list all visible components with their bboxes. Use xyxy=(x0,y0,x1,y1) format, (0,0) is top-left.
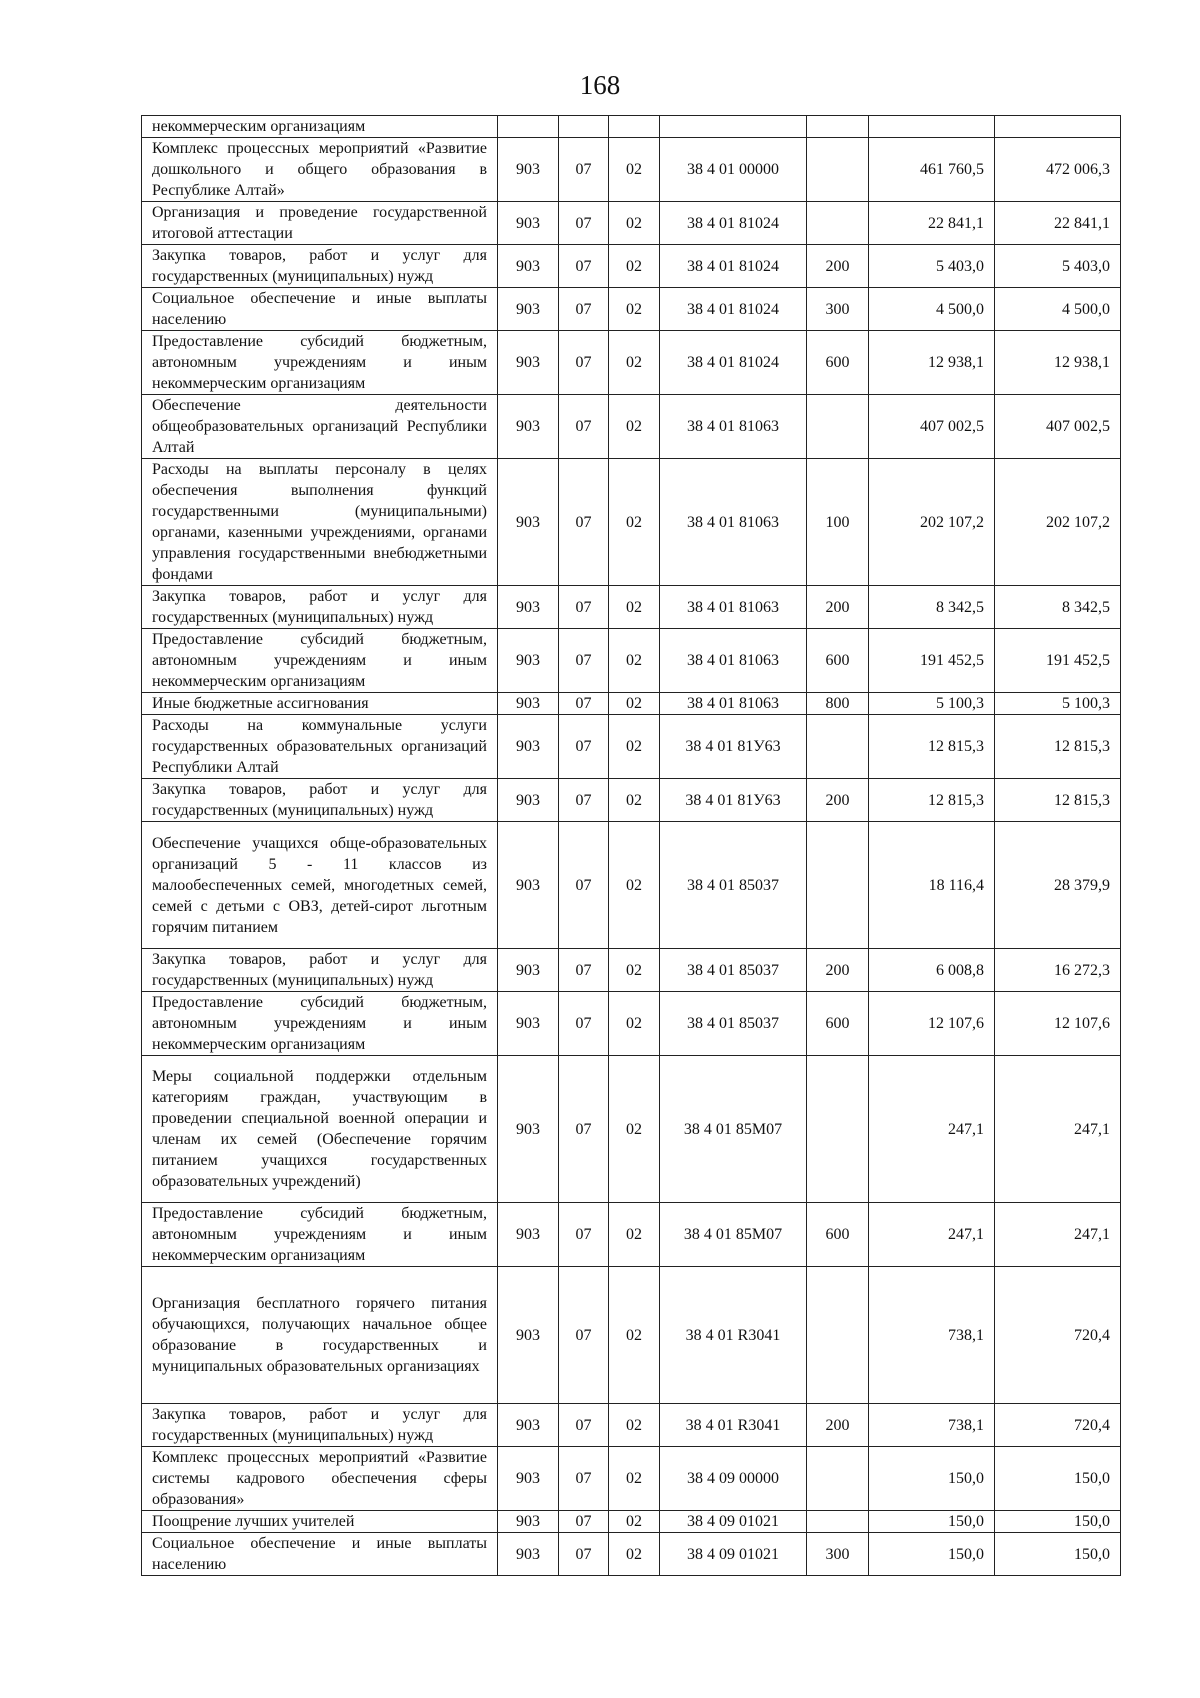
cell-section xyxy=(559,116,609,138)
cell-amount-year1: 191 452,5 xyxy=(869,629,995,693)
cell-subsection: 02 xyxy=(609,459,660,586)
cell-grbs: 903 xyxy=(498,586,559,629)
cell-amount-year1 xyxy=(869,116,995,138)
cell-expense-type: 300 xyxy=(807,1533,869,1576)
cell-grbs: 903 xyxy=(498,822,559,949)
cell-amount-year1: 461 760,5 xyxy=(869,138,995,202)
cell-section: 07 xyxy=(559,1511,609,1533)
cell-section: 07 xyxy=(559,331,609,395)
cell-amount-year1: 247,1 xyxy=(869,1203,995,1267)
cell-amount-year2: 472 006,3 xyxy=(995,138,1121,202)
cell-amount-year2: 12 815,3 xyxy=(995,715,1121,779)
cell-section: 07 xyxy=(559,822,609,949)
cell-target-article: 38 4 01 81024 xyxy=(660,331,807,395)
cell-subsection: 02 xyxy=(609,1511,660,1533)
cell-section: 07 xyxy=(559,459,609,586)
page-number: 168 xyxy=(579,70,621,100)
cell-amount-year2: 191 452,5 xyxy=(995,629,1121,693)
cell-grbs: 903 xyxy=(498,1203,559,1267)
cell-amount-year2: 12 938,1 xyxy=(995,331,1121,395)
cell-section: 07 xyxy=(559,202,609,245)
table-row xyxy=(142,395,1121,459)
cell-grbs: 903 xyxy=(498,1533,559,1576)
cell-section: 07 xyxy=(559,629,609,693)
cell-subsection: 02 xyxy=(609,1267,660,1404)
cell-name: Закупка товаров, работ и услуг для государственных (муниципальных) нужд xyxy=(142,586,498,629)
cell-amount-year2: 16 272,3 xyxy=(995,949,1121,992)
cell-name: Закупка товаров, работ и услуг для государственных (муниципальных) нужд xyxy=(142,245,498,288)
cell-target-article: 38 4 01 81024 xyxy=(660,245,807,288)
cell-grbs: 903 xyxy=(498,1056,559,1203)
cell-amount-year2: 12 815,3 xyxy=(995,779,1121,822)
cell-section: 07 xyxy=(559,245,609,288)
cell-subsection: 02 xyxy=(609,779,660,822)
cell-target-article: 38 4 01 81063 xyxy=(660,395,807,459)
cell-name: Закупка товаров, работ и услуг для государственных (муниципальных) нужд xyxy=(142,1404,498,1447)
cell-subsection: 02 xyxy=(609,331,660,395)
cell-expense-type: 200 xyxy=(807,779,869,822)
cell-amount-year1: 12 815,3 xyxy=(869,779,995,822)
table-row xyxy=(142,1511,1121,1533)
cell-expense-type xyxy=(807,1056,869,1203)
cell-amount-year2 xyxy=(995,116,1121,138)
cell-amount-year1: 6 008,8 xyxy=(869,949,995,992)
cell-subsection: 02 xyxy=(609,1533,660,1576)
cell-amount-year1: 150,0 xyxy=(869,1447,995,1511)
cell-amount-year2: 202 107,2 xyxy=(995,459,1121,586)
cell-amount-year2: 8 342,5 xyxy=(995,586,1121,629)
cell-subsection: 02 xyxy=(609,1056,660,1203)
cell-expense-type: 800 xyxy=(807,693,869,715)
cell-subsection: 02 xyxy=(609,822,660,949)
cell-section: 07 xyxy=(559,715,609,779)
cell-section: 07 xyxy=(559,586,609,629)
cell-name: Комплекс процессных мероприятий «Развитие системы кадрового обеспечения сферы образования» xyxy=(142,1447,498,1511)
cell-target-article: 38 4 01 81063 xyxy=(660,693,807,715)
cell-expense-type xyxy=(807,1511,869,1533)
cell-expense-type xyxy=(807,1447,869,1511)
cell-amount-year1: 12 938,1 xyxy=(869,331,995,395)
cell-section: 07 xyxy=(559,949,609,992)
cell-name: Организация бесплатного горячего питания обучающихся, получающих начальное общее образование в государственных и муниципальных образовательных организациях xyxy=(142,1267,498,1404)
table-row xyxy=(142,693,1121,715)
cell-grbs: 903 xyxy=(498,1511,559,1533)
cell-subsection: 02 xyxy=(609,1203,660,1267)
cell-name: Закупка товаров, работ и услуг для государственных (муниципальных) нужд xyxy=(142,779,498,822)
table-row xyxy=(142,116,1121,138)
cell-amount-year2: 247,1 xyxy=(995,1203,1121,1267)
table-row xyxy=(142,288,1121,331)
cell-grbs: 903 xyxy=(498,1267,559,1404)
cell-name: Социальное обеспечение и иные выплаты населению xyxy=(142,288,498,331)
cell-section: 07 xyxy=(559,288,609,331)
cell-target-article: 38 4 09 01021 xyxy=(660,1533,807,1576)
cell-target-article: 38 4 09 00000 xyxy=(660,1447,807,1511)
cell-name: Расходы на коммунальные услуги государственных образовательных организаций Республики Алтай xyxy=(142,715,498,779)
table-row xyxy=(142,715,1121,779)
cell-amount-year1: 247,1 xyxy=(869,1056,995,1203)
cell-target-article: 38 4 01 R3041 xyxy=(660,1267,807,1404)
cell-amount-year2: 28 379,9 xyxy=(995,822,1121,949)
cell-section: 07 xyxy=(559,693,609,715)
table-row xyxy=(142,1533,1121,1576)
cell-amount-year2: 247,1 xyxy=(995,1056,1121,1203)
cell-name: Поощрение лучших учителей xyxy=(142,1511,498,1533)
cell-amount-year1: 18 116,4 xyxy=(869,822,995,949)
cell-expense-type: 600 xyxy=(807,1203,869,1267)
table-row xyxy=(142,245,1121,288)
cell-subsection: 02 xyxy=(609,693,660,715)
cell-expense-type xyxy=(807,715,869,779)
cell-subsection: 02 xyxy=(609,245,660,288)
cell-grbs: 903 xyxy=(498,779,559,822)
cell-grbs xyxy=(498,116,559,138)
table-row xyxy=(142,331,1121,395)
table-row xyxy=(142,1056,1121,1203)
table-row xyxy=(142,459,1121,586)
table-row xyxy=(142,1404,1121,1447)
cell-target-article: 38 4 01 81063 xyxy=(660,586,807,629)
cell-subsection: 02 xyxy=(609,949,660,992)
cell-expense-type: 200 xyxy=(807,245,869,288)
cell-expense-type: 100 xyxy=(807,459,869,586)
cell-section: 07 xyxy=(559,138,609,202)
cell-subsection: 02 xyxy=(609,586,660,629)
table-row xyxy=(142,629,1121,693)
cell-section: 07 xyxy=(559,1267,609,1404)
cell-subsection: 02 xyxy=(609,288,660,331)
cell-amount-year1: 5 403,0 xyxy=(869,245,995,288)
cell-grbs: 903 xyxy=(498,459,559,586)
cell-amount-year2: 22 841,1 xyxy=(995,202,1121,245)
cell-section: 07 xyxy=(559,1447,609,1511)
table-row xyxy=(142,138,1121,202)
cell-grbs: 903 xyxy=(498,1404,559,1447)
cell-grbs: 903 xyxy=(498,992,559,1056)
cell-target-article: 38 4 01 85М07 xyxy=(660,1203,807,1267)
cell-name: Расходы на выплаты персоналу в целях обеспечения выполнения функций государственными (муниципальными) органами, казенными учреждениями, органами управления государственными внебюджетными фондами xyxy=(142,459,498,586)
cell-grbs: 903 xyxy=(498,693,559,715)
cell-expense-type: 600 xyxy=(807,992,869,1056)
cell-target-article: 38 4 01 81У63 xyxy=(660,715,807,779)
cell-amount-year1: 8 342,5 xyxy=(869,586,995,629)
cell-amount-year1: 4 500,0 xyxy=(869,288,995,331)
cell-expense-type: 600 xyxy=(807,331,869,395)
cell-expense-type xyxy=(807,822,869,949)
cell-section: 07 xyxy=(559,395,609,459)
cell-name: Комплекс процессных мероприятий «Развитие дошкольного и общего образования в Республике Алтай» xyxy=(142,138,498,202)
cell-name: Меры социальной поддержки отдельным категориям граждан, участвующим в проведении специальной военной операции и членам их семей (Обеспечение горячим питанием учащихся государственных образовательных учреждений) xyxy=(142,1056,498,1203)
cell-amount-year1: 407 002,5 xyxy=(869,395,995,459)
cell-subsection: 02 xyxy=(609,395,660,459)
cell-name: Закупка товаров, работ и услуг для государственных (муниципальных) нужд xyxy=(142,949,498,992)
cell-section: 07 xyxy=(559,1203,609,1267)
cell-section: 07 xyxy=(559,992,609,1056)
cell-grbs: 903 xyxy=(498,331,559,395)
cell-amount-year2: 150,0 xyxy=(995,1511,1121,1533)
cell-grbs: 903 xyxy=(498,629,559,693)
cell-amount-year2: 12 107,6 xyxy=(995,992,1121,1056)
cell-subsection: 02 xyxy=(609,1404,660,1447)
cell-expense-type: 600 xyxy=(807,629,869,693)
cell-expense-type xyxy=(807,116,869,138)
budget-table xyxy=(141,115,1121,1576)
table-row xyxy=(142,1447,1121,1511)
cell-section: 07 xyxy=(559,1056,609,1203)
cell-target-article: 38 4 01 85037 xyxy=(660,949,807,992)
cell-grbs: 903 xyxy=(498,949,559,992)
cell-subsection: 02 xyxy=(609,992,660,1056)
cell-name: Предоставление субсидий бюджетным, автономным учреждениям и иным некоммерческим организациям xyxy=(142,992,498,1056)
cell-amount-year2: 720,4 xyxy=(995,1404,1121,1447)
cell-amount-year1: 12 107,6 xyxy=(869,992,995,1056)
cell-amount-year1: 738,1 xyxy=(869,1267,995,1404)
cell-grbs: 903 xyxy=(498,245,559,288)
cell-name: Предоставление субсидий бюджетным, автономным учреждениям и иным некоммерческим организациям xyxy=(142,331,498,395)
cell-name: Предоставление субсидий бюджетным, автономным учреждениям и иным некоммерческим организациям xyxy=(142,629,498,693)
table-row xyxy=(142,1203,1121,1267)
cell-name: Предоставление субсидий бюджетным, автономным учреждениям и иным некоммерческим организациям xyxy=(142,1203,498,1267)
cell-name: некоммерческим организациям xyxy=(142,116,498,138)
cell-expense-type xyxy=(807,202,869,245)
cell-amount-year2: 5 100,3 xyxy=(995,693,1121,715)
cell-subsection: 02 xyxy=(609,202,660,245)
cell-name: Организация и проведение государственной итоговой аттестации xyxy=(142,202,498,245)
table-row xyxy=(142,822,1121,949)
cell-expense-type: 200 xyxy=(807,1404,869,1447)
cell-amount-year1: 738,1 xyxy=(869,1404,995,1447)
budget-table-body xyxy=(142,116,1121,1576)
table-row xyxy=(142,586,1121,629)
table-row xyxy=(142,992,1121,1056)
cell-name: Обеспечение деятельности общеобразовательных организаций Республики Алтай xyxy=(142,395,498,459)
table-row xyxy=(142,949,1121,992)
cell-target-article xyxy=(660,116,807,138)
cell-grbs: 903 xyxy=(498,288,559,331)
cell-target-article: 38 4 01 81063 xyxy=(660,629,807,693)
cell-name: Иные бюджетные ассигнования xyxy=(142,693,498,715)
cell-grbs: 903 xyxy=(498,715,559,779)
cell-section: 07 xyxy=(559,1404,609,1447)
cell-target-article: 38 4 01 85М07 xyxy=(660,1056,807,1203)
cell-amount-year2: 150,0 xyxy=(995,1533,1121,1576)
cell-subsection: 02 xyxy=(609,1447,660,1511)
cell-amount-year1: 12 815,3 xyxy=(869,715,995,779)
cell-subsection: 02 xyxy=(609,629,660,693)
cell-subsection: 02 xyxy=(609,715,660,779)
cell-section: 07 xyxy=(559,779,609,822)
cell-expense-type xyxy=(807,1267,869,1404)
cell-expense-type xyxy=(807,395,869,459)
cell-amount-year1: 150,0 xyxy=(869,1511,995,1533)
cell-amount-year1: 202 107,2 xyxy=(869,459,995,586)
cell-target-article: 38 4 09 01021 xyxy=(660,1511,807,1533)
cell-grbs: 903 xyxy=(498,1447,559,1511)
cell-expense-type: 200 xyxy=(807,586,869,629)
cell-amount-year2: 4 500,0 xyxy=(995,288,1121,331)
cell-expense-type xyxy=(807,138,869,202)
cell-amount-year1: 22 841,1 xyxy=(869,202,995,245)
cell-amount-year1: 5 100,3 xyxy=(869,693,995,715)
cell-name: Социальное обеспечение и иные выплаты населению xyxy=(142,1533,498,1576)
cell-amount-year1: 150,0 xyxy=(869,1533,995,1576)
cell-target-article: 38 4 01 85037 xyxy=(660,992,807,1056)
cell-amount-year2: 407 002,5 xyxy=(995,395,1121,459)
cell-name: Обеспечение учащихся обще-образовательных организаций 5 - 11 классов из малообеспеченных семей, многодетных семей, семей с детьми с ОВЗ, детей-сирот льготным горячим питанием xyxy=(142,822,498,949)
cell-target-article: 38 4 01 81У63 xyxy=(660,779,807,822)
cell-expense-type: 300 xyxy=(807,288,869,331)
cell-amount-year2: 720,4 xyxy=(995,1267,1121,1404)
cell-target-article: 38 4 01 81024 xyxy=(660,288,807,331)
cell-target-article: 38 4 01 81063 xyxy=(660,459,807,586)
table-row xyxy=(142,202,1121,245)
cell-target-article: 38 4 01 85037 xyxy=(660,822,807,949)
cell-subsection: 02 xyxy=(609,138,660,202)
cell-target-article: 38 4 01 R3041 xyxy=(660,1404,807,1447)
cell-grbs: 903 xyxy=(498,395,559,459)
cell-section: 07 xyxy=(559,1533,609,1576)
cell-target-article: 38 4 01 00000 xyxy=(660,138,807,202)
cell-amount-year2: 150,0 xyxy=(995,1447,1121,1511)
cell-amount-year2: 5 403,0 xyxy=(995,245,1121,288)
cell-target-article: 38 4 01 81024 xyxy=(660,202,807,245)
table-row xyxy=(142,1267,1121,1404)
cell-subsection xyxy=(609,116,660,138)
table-row xyxy=(142,779,1121,822)
cell-expense-type: 200 xyxy=(807,949,869,992)
cell-grbs: 903 xyxy=(498,202,559,245)
cell-grbs: 903 xyxy=(498,138,559,202)
